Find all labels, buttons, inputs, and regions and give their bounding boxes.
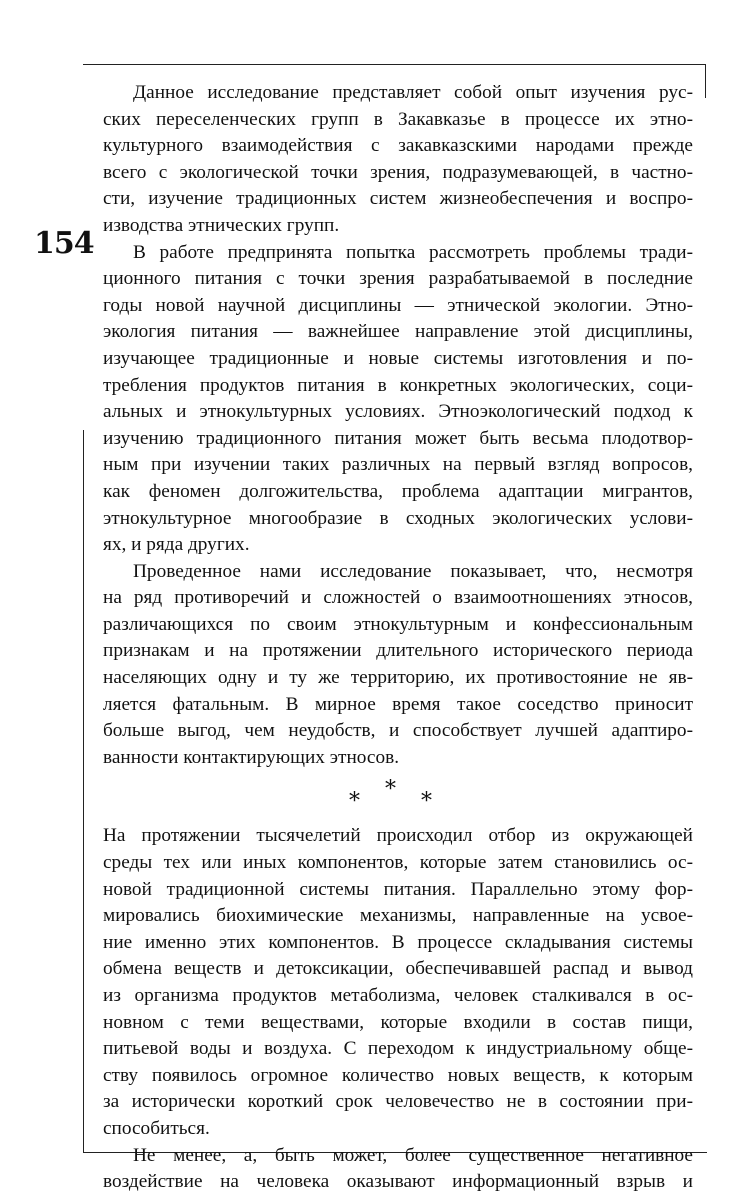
text-line: способиться.: [103, 1117, 210, 1139]
text-line: всего с экологической точки зрения, подразумевающей, в частно-: [103, 161, 693, 183]
text-line: ние именно этих компонентов. В процессе складывания системы: [103, 931, 693, 953]
text-line: На протяжении тысячелетий происходил отбор из окружающей: [103, 825, 693, 847]
text-line: Данное исследование представляет собой опыт изучения рус-: [133, 82, 693, 103]
text-line: населяющих одну и ту же территорию, их противостояние не яв-: [103, 667, 693, 689]
text-line: изучению традиционного питания может быть весьма плодотвор-: [103, 427, 693, 449]
text-line: среды тех или иных компонентов, которые затем становились ос-: [103, 852, 693, 874]
section-separator: [103, 771, 693, 823]
text-line: как феномен долгожительства, проблема адаптации мигрантов,: [103, 480, 693, 502]
text-line: культурного взаимодействия с закавказскими народами прежде: [103, 135, 693, 157]
text-line: ционного питания с точки зрения разрабатываемой в последние: [103, 268, 693, 290]
text-line: питьевой воды и воздуха. С переходом к индустриальному обще-: [103, 1038, 693, 1060]
paragraph-2: [103, 240, 693, 559]
text-line: мировались биохимические механизмы, направленные на усвое-: [103, 905, 693, 927]
text-line: альных и этнокультурных условиях. Этноэкологический подход к: [103, 401, 693, 423]
text-line: на ряд противоречий и сложностей о взаимоотношениях этносов,: [103, 587, 693, 609]
separator-star: *: [421, 789, 432, 815]
text-line: этнокультурное многообразие в сходных экологических услови-: [103, 507, 693, 529]
paragraph-5: [103, 1143, 693, 1196]
body-text: [103, 80, 693, 1196]
text-line: новном с теми веществами, которые входили в состав пищи,: [103, 1011, 693, 1033]
text-line: изучающее традиционные и новые системы изготовления и по-: [103, 347, 693, 369]
paragraph-1: [103, 80, 693, 240]
text-line: больше выгод, чем неудобств, и способствует лучшей адаптиро-: [103, 720, 693, 742]
text-line: экология питания — важнейшее направление этой дисциплины,: [103, 321, 693, 343]
page-number: 154: [34, 226, 94, 261]
text-line: В работе предпринята попытка рассмотреть проблемы тради-: [133, 241, 693, 263]
text-line: из организма продуктов метаболизма, человек сталкивался в ос-: [103, 985, 693, 1006]
text-line: ях, и ряда других.: [103, 534, 250, 556]
text-line: различающихся по своим этнокультурным и конфессиональным: [103, 613, 693, 635]
text-line: Не менее, а, быть может, более существенное негативное: [133, 1144, 693, 1166]
text-line: ляется фатальным. В мирное время такое соседство приносит: [103, 693, 693, 715]
text-line: ских переселенческих групп в Закавказье в процессе их этно-: [103, 108, 693, 130]
text-line: изводства этнических групп.: [103, 214, 340, 236]
text-line: признакам и на протяжении длительного исторического периода: [103, 640, 693, 662]
text-line: годы новой научной дисциплины — этнической экологии. Этно-: [103, 294, 693, 316]
text-line: новой традиционной системы питания. Параллельно этому фор-: [103, 878, 693, 900]
text-line: воздействие на человека оказывают информационный взрыв и: [103, 1171, 693, 1193]
separator-star: *: [349, 789, 360, 815]
text-line: за исторически короткий срок человечество не в состоянии при-: [103, 1091, 693, 1113]
top-rule: [83, 64, 705, 65]
text-line: Проведенное нами исследование показывает, что, несмотря: [133, 560, 693, 582]
text-line: требления продуктов питания в конкретных экологических, соци-: [103, 374, 693, 396]
text-line: обмена веществ и детоксикации, обеспечивавшей распад и вывод: [103, 958, 693, 980]
text-line: ванности контактирующих этносов.: [103, 746, 400, 768]
text-line: сти, изучение традиционных систем жизнеобеспечения и воспро-: [103, 188, 693, 210]
text-line: ным при изучении таких различных на первый взгляд вопросов,: [103, 454, 693, 476]
right-rule-stub: [705, 64, 706, 98]
paragraph-3: [103, 559, 693, 772]
left-rule: [83, 430, 84, 1152]
separator-star: *: [385, 777, 396, 803]
text-line: ству появилось огромное количество новых веществ, к которым: [103, 1064, 693, 1086]
paragraph-4: [103, 823, 693, 1142]
